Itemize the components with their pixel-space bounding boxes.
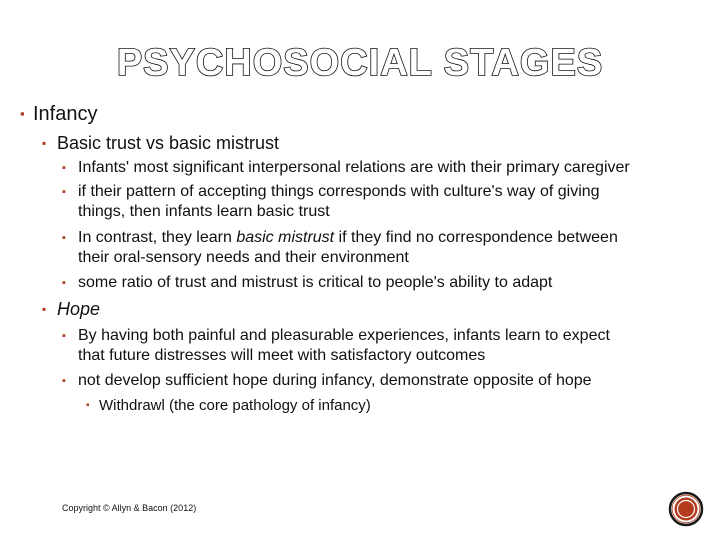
square-bullet-icon: ▪	[42, 136, 47, 150]
bullet-text-line2: their oral-sensory needs and their environment	[78, 249, 409, 266]
square-bullet-icon: ▪	[62, 232, 66, 244]
circle-emblem-icon	[668, 491, 704, 527]
square-bullet-icon: ▪	[42, 302, 47, 316]
bullet-text: some ratio of trust and mistrust is critical to people's ability to adapt	[78, 274, 553, 291]
square-bullet-icon: ▪	[62, 330, 66, 342]
bullet-text-line1: if their pattern of accepting things corresponds with culture's way of giving	[78, 183, 600, 200]
bullet-text-emphasis: basic mistrust	[236, 229, 335, 246]
square-bullet-icon: ▪	[62, 375, 66, 387]
bullet-text: not develop sufficient hope during infancy, demonstrate opposite of hope	[78, 372, 592, 389]
bullet-text-post: if they find no correspondence between	[334, 229, 618, 246]
bullet-text: Withdrawl (the core pathology of infancy)	[99, 397, 371, 414]
bullet-text-line2: that future distresses will meet with satisfactory outcomes	[78, 347, 486, 364]
bullet-text: Basic trust vs basic mistrust	[57, 133, 280, 153]
square-bullet-icon: ▪	[62, 277, 66, 289]
square-bullet-icon: ▪	[62, 162, 66, 174]
bullet-text: Infancy	[33, 103, 98, 125]
square-bullet-icon: ▪	[86, 400, 90, 411]
square-bullet-icon: ▪	[20, 106, 25, 121]
bullet-text-pre: In contrast, they learn	[78, 229, 237, 246]
bullet-text: Hope	[57, 299, 101, 319]
bullet-text-line1: By having both painful and pleasurable experiences, infants learn to expect	[78, 327, 610, 344]
bullet-text: Infants' most significant interpersonal relations are with their primary caregiver	[78, 159, 630, 176]
bullet-text-line1	[78, 228, 618, 248]
bullet-text-line2: things, then infants learn basic trust	[78, 203, 330, 220]
square-bullet-icon: ▪	[62, 186, 66, 198]
copyright-footer: Copyright © Allyn & Bacon (2012)	[62, 503, 197, 513]
slide-title: PSYCHOSOCIAL STAGES	[116, 42, 604, 84]
